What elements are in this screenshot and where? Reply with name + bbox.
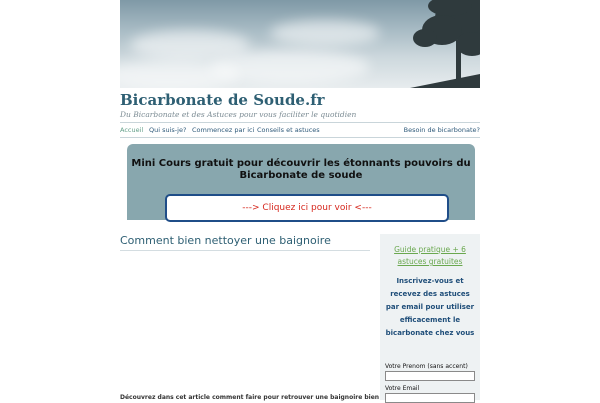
nav-item-commencez[interactable]: Commencez par ici [192, 126, 255, 134]
post-title[interactable]: Comment bien nettoyer une baignoire [120, 234, 370, 251]
site-tagline: Du Bicarbonate et des Astuces pour vous faciliter le quotidien [120, 110, 357, 119]
nav-item-conseils[interactable]: Conseils et astuces [257, 126, 320, 134]
first-name-input[interactable] [385, 371, 475, 381]
main-nav [120, 122, 480, 138]
email-label: Votre Email [385, 385, 420, 392]
nav-item-besoin[interactable]: Besoin de bicarbonate? [403, 126, 480, 134]
promo-button[interactable]: ---> Cliquez ici pour voir <--- [165, 194, 449, 222]
site-title[interactable]: Bicarbonate de Soude.fr [120, 91, 325, 109]
email-input[interactable] [385, 393, 475, 403]
sidebar-text: Inscrivez-vous et recevez des astuces par email pour utiliser efficacement le bicarbonate chez vous [385, 277, 475, 337]
nav-item-accueil[interactable]: Accueil [120, 126, 144, 134]
tree-image [120, 0, 480, 88]
sidebar-optin [380, 234, 480, 400]
first-name-label: Votre Prenom (sans accent) [385, 363, 468, 370]
page-wrapper [120, 0, 480, 400]
sidebar-guide-link[interactable]: Guide pratique + 6 astuces gratuites [394, 245, 466, 266]
nav-item-qui-suis-je[interactable]: Qui suis-je? [149, 126, 187, 134]
post-excerpt: Découvrez dans cet article comment faire pour retrouver une baignoire bien [120, 394, 380, 401]
promo-box [127, 144, 475, 220]
header-banner [120, 0, 480, 88]
promo-text: Mini Cours gratuit pour découvrir les étonnants pouvoirs du Bicarbonate de soude [131, 158, 471, 181]
